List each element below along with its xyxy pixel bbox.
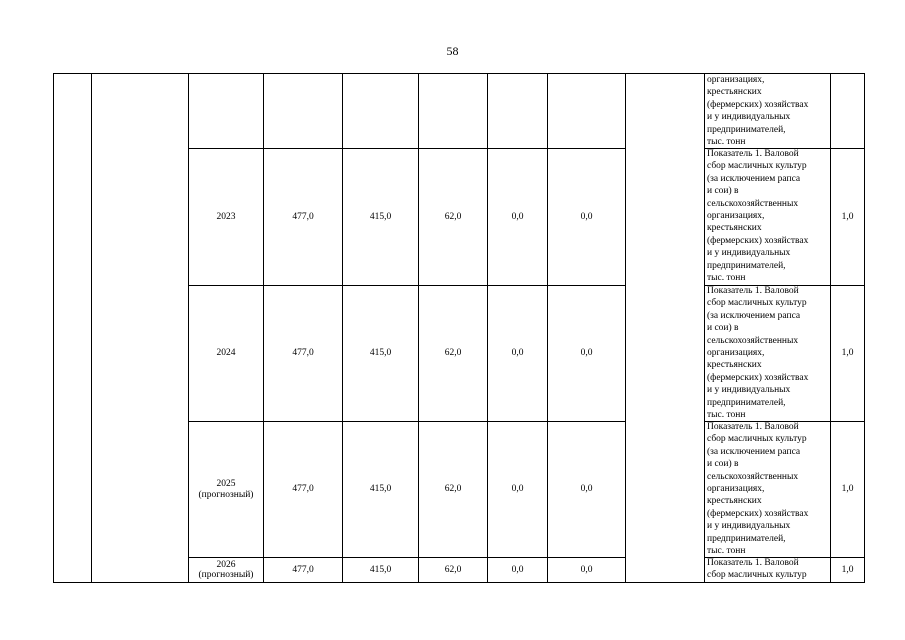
indicator-value-cell: 1,0 <box>841 348 854 358</box>
indicator-value-cell: 1,0 <box>841 211 854 222</box>
value-cell: 415,0 <box>369 348 392 358</box>
value-cell: 0,0 <box>580 564 593 575</box>
year-cell: 2024 <box>216 348 236 358</box>
indicator-value-cell: 1,0 <box>841 564 854 575</box>
indicator-cell: Показатель 1. Валовой сбор масличных культур (за исключением рапса и сои) в сельскохозяйственных организациях, крестьянских (фермерских) хозяйствах и у индивидуальных предпринимателей, тыс. тонн <box>707 422 809 557</box>
value-cell: 62,0 <box>444 564 462 575</box>
value-cell: 415,0 <box>369 484 392 494</box>
year-cell: 2026 (прогнозный) <box>198 559 254 580</box>
value-cell: 62,0 <box>444 211 462 222</box>
value-cell: 62,0 <box>444 484 462 494</box>
indicator-cell: Показатель 1. Валовой сбор масличных культур <box>707 558 807 581</box>
value-cell: 0,0 <box>511 348 524 358</box>
value-cell: 0,0 <box>580 484 593 494</box>
value-cell: 415,0 <box>369 211 392 222</box>
page-number: 58 <box>446 44 459 58</box>
total-cell: 477,0 <box>292 484 314 494</box>
year-cell: 2025 (прогнозный) <box>198 478 254 500</box>
indicator-cell: Показатель 1. Валовой сбор масличных культур (за исключением рапса и сои) в сельскохозяйственных организациях, крестьянских (фермерских) хозяйствах и у индивидуальных предпринимателей, тыс. тонн <box>707 286 809 421</box>
indicator-cell: Показатель 1. Валовой сбор масличных культур (за исключением рапса и сои) в сельскохозяйственных организациях, крестьянских (фермерских) хозяйствах и у индивидуальных предпринимателей, тыс. тонн <box>707 149 809 284</box>
indicator-continuation: организациях, крестьянских (фермерских) хозяйствах и у индивидуальных предпринимателей, тыс. тонн <box>707 75 809 148</box>
value-cell: 0,0 <box>511 564 524 575</box>
total-cell: 477,0 <box>292 348 314 358</box>
value-cell: 0,0 <box>511 211 524 222</box>
total-cell: 477,0 <box>292 564 314 575</box>
value-cell: 415,0 <box>369 564 392 575</box>
value-cell: 0,0 <box>511 484 524 494</box>
value-cell: 62,0 <box>444 348 462 358</box>
year-cell: 2023 <box>216 211 236 222</box>
value-cell: 0,0 <box>580 348 593 358</box>
total-cell: 477,0 <box>292 211 314 222</box>
value-cell: 0,0 <box>580 211 593 222</box>
indicator-value-cell: 1,0 <box>841 484 854 494</box>
